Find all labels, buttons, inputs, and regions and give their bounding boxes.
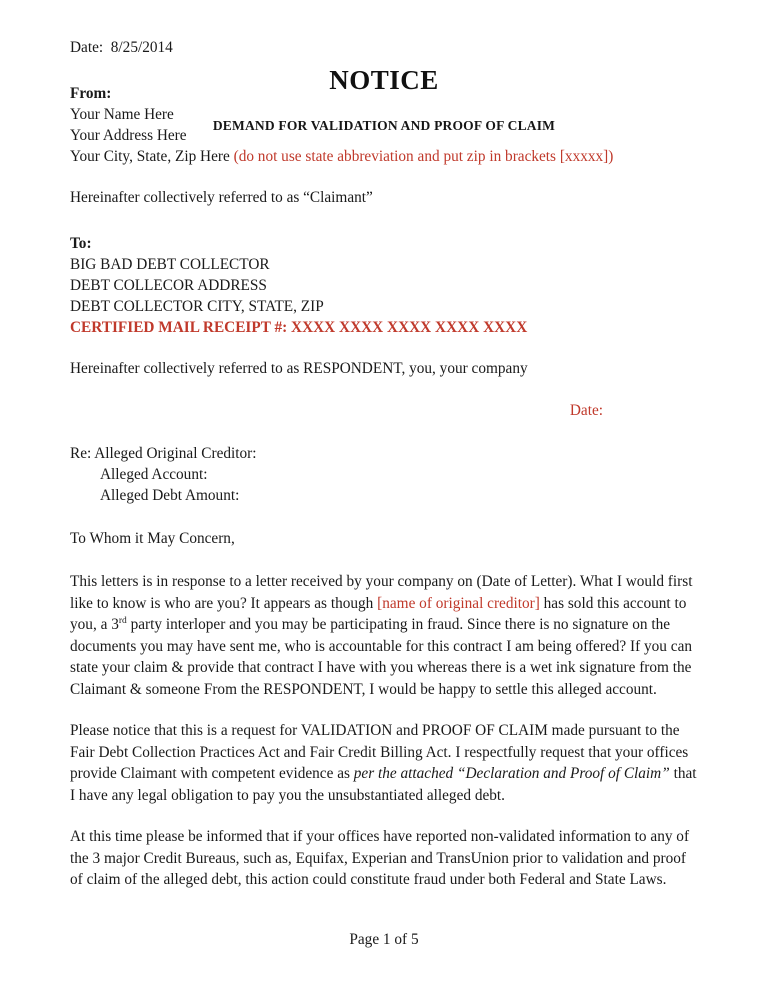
- page-footer: Page 1 of 5: [349, 931, 419, 948]
- date-field-label: Date:: [569, 402, 603, 419]
- page-title: NOTICE: [329, 65, 439, 95]
- to-block: [70, 233, 698, 338]
- body-paragraph-1: [70, 571, 698, 700]
- p1-ordinal-suffix: rd: [118, 615, 127, 626]
- p1-text-part-2: has sold this account to you, a 3: [70, 594, 687, 633]
- from-city-state-zip-row: [70, 146, 698, 167]
- from-address: Your Address Here: [70, 127, 187, 144]
- from-city-state-zip-note: (do not use state abbreviation and put zip in brackets [xxxxx]): [233, 148, 614, 165]
- certified-mail-receipt: CERTIFIED MAIL RECEIPT #: XXXX XXXX XXXX XXXX XXXX: [70, 319, 528, 336]
- body-paragraph-3: At this time please be informed that if your offices have reported non-validated information to any of the 3 major Credit Bureaus, such as, Equifax, Experian and TransUnion prior to validation and proof of claim of the alleged debt, this action could constitute fraud under both Federal and State Laws.: [70, 828, 690, 888]
- re-original-creditor: Re: Alleged Original Creditor:: [70, 445, 257, 462]
- from-block: [70, 83, 698, 167]
- page-subtitle: DEMAND FOR VALIDATION AND PROOF OF CLAIM: [212, 117, 556, 133]
- p1-text-part-1: This letters is in response to a letter received by your company on (Date of Letter). What I would first like to know is who are you? It appears as though: [70, 573, 693, 612]
- re-alleged-debt-amount: Alleged Debt Amount:: [100, 487, 240, 504]
- p2-declaration-citation: per the attached “Declaration and Proof of Claim”: [353, 765, 670, 782]
- to-hereinafter: Hereinafter collectively referred to as RESPONDENT, you, your company: [70, 360, 528, 377]
- p1-creditor-placeholder: [name of original creditor]: [377, 594, 540, 612]
- from-hereinafter: Hereinafter collectively referred to as “Claimant”: [70, 189, 373, 206]
- to-collector-address: DEBT COLLECOR ADDRESS: [70, 277, 267, 294]
- document-body: [70, 0, 698, 891]
- to-label: To:: [70, 235, 92, 252]
- date-field-row: [70, 400, 698, 421]
- from-name: Your Name Here: [70, 106, 174, 123]
- salutation: To Whom it May Concern,: [70, 530, 235, 547]
- p2-text-part-1: Please notice that this is a request for VALIDATION and PROOF OF CLAIM made pursuant to the Fair Debt Collection Practices Act and Fair Credit Billing Act. I respectfully request that your offices provide Claimant with competent evidence as: [70, 722, 689, 782]
- to-collector-name: BIG BAD DEBT COLLECTOR: [70, 256, 270, 273]
- p2-text-part-2: that I have any legal obligation to pay you the unsubstantiated alleged debt.: [70, 765, 697, 804]
- letter-date-line: Date: 8/25/2014: [70, 39, 173, 56]
- p1-text-part-3: party interloper and you may be participating in fraud. Since there is no signature on the documents you may have sent me, who is accountable for this contract I am being offered? If you can state your claim & provide that contract I have with you whereas there is a wet ink signature from the Claimant & someone From the RESPONDENT, I would be happy to settle this alleged account.: [70, 616, 693, 698]
- from-label: From:: [70, 85, 112, 102]
- from-city-state-zip: Your City, State, Zip Here: [70, 148, 230, 165]
- body-paragraph-2: [70, 720, 698, 806]
- re-block: [70, 443, 698, 506]
- re-alleged-account: Alleged Account:: [100, 466, 208, 483]
- to-collector-city-state-zip: DEBT COLLECTOR CITY, STATE, ZIP: [70, 298, 324, 315]
